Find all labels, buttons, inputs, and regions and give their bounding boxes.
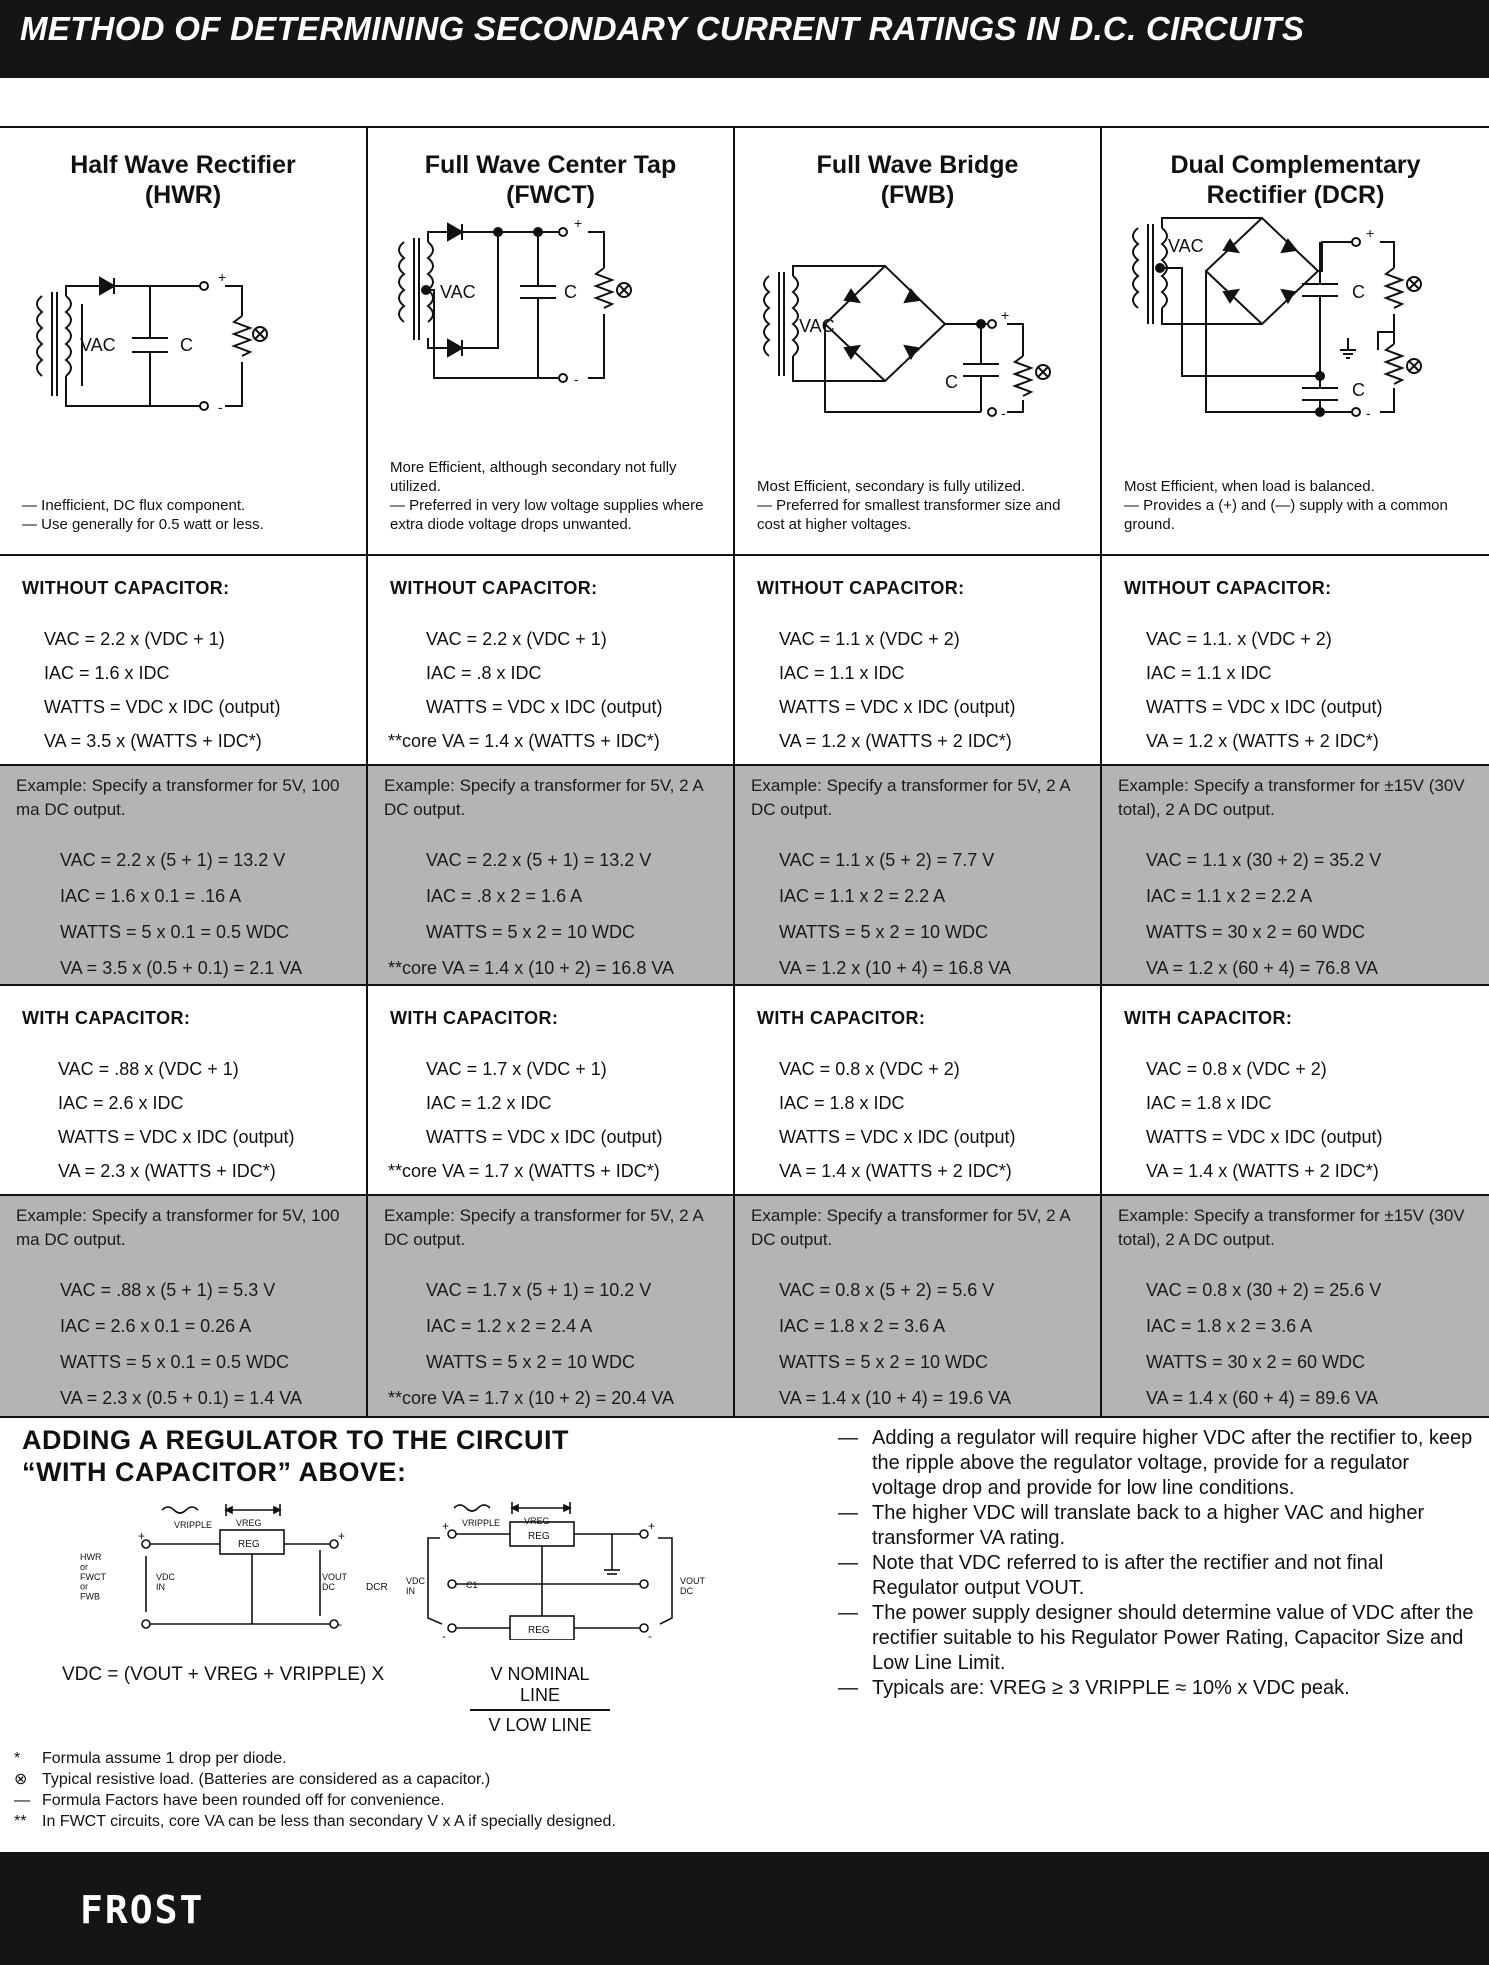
example-lines — [36, 842, 302, 984]
example-description: Example: Specify a transformer for ±15V (30V total), 2 A DC output. — [1118, 776, 1465, 819]
fwb-without-cell — [735, 556, 1102, 764]
svg-text:-: - — [218, 399, 223, 415]
example-line: VAC = 2.2 x (5 + 1) = 13.2 V — [60, 850, 286, 870]
hwr-without-cell — [0, 556, 368, 764]
example-lines — [1146, 1272, 1381, 1416]
regulator-notes — [838, 1426, 1474, 1701]
svg-text:C: C — [564, 282, 577, 302]
column-fwb-header — [735, 128, 1102, 554]
formula: WATTS = VDC x IDC (output) — [1146, 1127, 1383, 1147]
example-line: IAC = 1.8 x 2 = 3.6 A — [779, 1316, 946, 1336]
fwct-circuit-diagram — [388, 198, 718, 428]
column-title: Half Wave Rectifier (HWR) — [70, 151, 296, 209]
regulator-note: — The power supply designer should determine value of VDC after the rectifier suitable to his Regulator Power Rating, Capacitor Size and Low Line Limit. — [838, 1602, 1474, 1674]
formula-list — [779, 1052, 1016, 1188]
formula: VA = 1.4 x (WATTS + 2 IDC*) — [779, 1161, 1012, 1181]
footnotes — [14, 1748, 616, 1832]
note-line: — Preferred in very low voltage supplies where extra diode voltage drops unwanted. — [390, 497, 704, 533]
svg-text:HWRorFWCTorFWB: HWR or FWCT or FWB — [80, 1552, 106, 1602]
regulator-note: — Typicals are: VREG ≥ 3 VRIPPLE ≈ 10% x VDC peak. — [838, 1677, 1350, 1699]
svg-text:C: C — [180, 335, 193, 355]
formula-list — [1146, 1052, 1383, 1188]
example-line: VAC = 1.7 x (5 + 1) = 10.2 V — [426, 1280, 652, 1300]
column-notes — [390, 458, 715, 534]
formula: WATTS = VDC x IDC (output) — [779, 697, 1016, 717]
fwb-without-example — [735, 766, 1102, 984]
formula: WATTS = VDC x IDC (output) — [426, 697, 663, 717]
regulator-note: — Adding a regulator will require higher VDC after the rectifier to, keep the ripple above the regulator voltage, provide for a regulator voltage drop and provide for low line conditions. — [838, 1427, 1473, 1499]
example-lines — [388, 842, 674, 984]
svg-text:+: + — [574, 215, 583, 231]
regulator-title: ADDING A REGULATOR TO THE CIRCUIT “WITH CAPACITOR” ABOVE: — [22, 1425, 569, 1487]
formula: **core VA = 1.4 x (WATTS + IDC*) — [388, 731, 660, 751]
formula: WATTS = VDC x IDC (output) — [779, 1127, 1016, 1147]
svg-text:DCR: DCR — [366, 1582, 388, 1593]
formula-list — [58, 1052, 295, 1188]
frost-logo: FROST — [80, 1888, 205, 1932]
svg-text:C: C — [1352, 380, 1365, 400]
example-line: WATTS = 30 x 2 = 60 WDC — [1146, 922, 1366, 942]
example-line: VA = 1.2 x (60 + 4) = 76.8 VA — [1146, 958, 1378, 978]
formula: VAC = 1.1. x (VDC + 2) — [1146, 629, 1332, 649]
column-notes — [22, 496, 348, 534]
example-lines — [779, 842, 1011, 984]
example-line: VAC = 0.8 x (5 + 2) = 5.6 V — [779, 1280, 995, 1300]
example-line: **core VA = 1.4 x (10 + 2) = 16.8 VA — [388, 958, 675, 978]
svg-text:-: - — [338, 1617, 342, 1631]
formula: IAC = 1.6 x IDC — [44, 663, 170, 683]
fwct-without-cell — [368, 556, 735, 764]
column-title: Full Wave Center Tap (FWCT) — [424, 151, 677, 209]
svg-text:+: + — [1366, 225, 1375, 241]
example-line: WATTS = 5 x 2 = 10 WDC — [426, 922, 636, 942]
footnote: ⊗ Typical resistive load. (Batteries are considered as a capacitor.) — [14, 1771, 491, 1788]
note-line: More Efficient, although secondary not fully utilized. — [390, 459, 677, 495]
example-line: VA = 2.3 x (0.5 + 0.1) = 1.4 VA — [60, 1388, 302, 1408]
regulator-formula: VDC = (VOUT + VREG + VRIPPLE) X — [62, 1664, 385, 1685]
example-line: VA = 1.4 x (10 + 4) = 19.6 VA — [779, 1388, 1011, 1408]
fwb-with-example — [735, 1196, 1102, 1416]
example-lines — [388, 1272, 674, 1416]
formula: IAC = 1.8 x IDC — [779, 1093, 905, 1113]
svg-text:+: + — [648, 1519, 656, 1533]
example-line: IAC = 1.6 x 0.1 = .16 A — [60, 886, 242, 906]
example-line: VAC = .88 x (5 + 1) = 5.3 V — [60, 1280, 276, 1300]
example-line: VAC = 1.1 x (30 + 2) = 35.2 V — [1146, 850, 1382, 870]
formula: WATTS = VDC x IDC (output) — [58, 1127, 295, 1147]
column-hwr-header — [0, 128, 368, 554]
svg-text:+: + — [138, 1529, 146, 1543]
note-line: Most Efficient, when load is balanced. — [1124, 478, 1375, 495]
example-line: IAC = .8 x 2 = 1.6 A — [426, 886, 583, 906]
example-line: VAC = 0.8 x (30 + 2) = 25.6 V — [1146, 1280, 1382, 1300]
note-line: — Use generally for 0.5 watt or less. — [22, 516, 264, 533]
formula: VA = 3.5 x (WATTS + IDC*) — [44, 731, 262, 751]
formula-list — [388, 622, 663, 758]
svg-text:VOUTDC: VOUT DC — [680, 1576, 706, 1596]
example-line: VAC = 1.1 x (5 + 2) = 7.7 V — [779, 850, 995, 870]
formula: VAC = 2.2 x (VDC + 1) — [44, 629, 225, 649]
formula-list — [44, 622, 281, 758]
fwct-without-example — [368, 766, 735, 984]
example-line: WATTS = 5 x 0.1 = 0.5 WDC — [60, 922, 290, 942]
section-heading: WITH CAPACITOR: — [390, 1008, 559, 1028]
formula: VA = 1.2 x (WATTS + 2 IDC*) — [1146, 731, 1379, 751]
example-description: Example: Specify a transformer for 5V, 100 ma DC output. — [16, 776, 340, 819]
svg-text:+: + — [442, 1519, 450, 1533]
fraction-denominator: V LOW LINE — [488, 1715, 592, 1735]
svg-text:+: + — [338, 1529, 346, 1543]
formula: WATTS = VDC x IDC (output) — [426, 1127, 663, 1147]
example-line: VAC = 2.2 x (5 + 1) = 13.2 V — [426, 850, 652, 870]
dcr-without-cell — [1102, 556, 1489, 764]
svg-text:VREG: VREG — [524, 1516, 550, 1526]
formula: WATTS = VDC x IDC (output) — [1146, 697, 1383, 717]
svg-text:REG: REG — [528, 1625, 550, 1636]
svg-text:+: + — [218, 269, 227, 285]
formula-list — [779, 622, 1016, 758]
section-heading: WITHOUT CAPACITOR: — [757, 578, 965, 598]
section-heading: WITHOUT CAPACITOR: — [1124, 578, 1332, 598]
section-heading: WITH CAPACITOR: — [22, 1008, 191, 1028]
example-line: WATTS = 5 x 2 = 10 WDC — [779, 922, 989, 942]
formula: VAC = 1.7 x (VDC + 1) — [426, 1059, 607, 1079]
hwr-without-example — [0, 766, 368, 984]
example-description: Example: Specify a transformer for 5V, 100 ma DC output. — [16, 1206, 340, 1249]
hwr-with-cell — [0, 986, 368, 1194]
example-line: IAC = 1.8 x 2 = 3.6 A — [1146, 1316, 1313, 1336]
example-line: VA = 3.5 x (0.5 + 0.1) = 2.1 VA — [60, 958, 302, 978]
formula: IAC = 1.1 x IDC — [1146, 663, 1272, 683]
formula: VAC = .88 x (VDC + 1) — [58, 1059, 239, 1079]
hwr-with-example — [0, 1196, 368, 1416]
svg-text:-: - — [574, 371, 579, 387]
section-heading: WITH CAPACITOR: — [757, 1008, 926, 1028]
note-line: — Provides a (+) and (—) supply with a common ground. — [1124, 497, 1448, 533]
note-line: — Preferred for smallest transformer size and cost at higher voltages. — [757, 497, 1061, 533]
page-title: METHOD OF DETERMINING SECONDARY CURRENT RATINGS IN D.C. CIRCUITS — [20, 10, 1305, 47]
with-capacitor-example-row — [0, 1196, 1489, 1416]
example-line: WATTS = 30 x 2 = 60 WDC — [1146, 1352, 1366, 1372]
formula-list — [388, 1052, 663, 1188]
svg-text:-: - — [648, 1629, 652, 1640]
svg-text:REG: REG — [238, 1539, 260, 1550]
dcr-circuit-diagram — [1122, 198, 1472, 428]
example-line: **core VA = 1.7 x (10 + 2) = 20.4 VA — [388, 1388, 675, 1408]
column-dcr-header — [1102, 128, 1489, 554]
column-fwct-header — [368, 128, 735, 554]
svg-text:+: + — [1001, 307, 1010, 323]
formula: VAC = 2.2 x (VDC + 1) — [426, 629, 607, 649]
svg-text:VRIPPLE: VRIPPLE — [462, 1518, 501, 1528]
dcr-with-cell — [1102, 986, 1489, 1194]
example-line: IAC = 1.1 x 2 = 2.2 A — [1146, 886, 1313, 906]
footnote: * Formula assume 1 drop per diode. — [14, 1750, 287, 1767]
ratings-table — [0, 126, 1489, 1418]
example-lines — [779, 1272, 1011, 1416]
fwct-with-cell — [368, 986, 735, 1194]
dcr-without-example — [1102, 766, 1489, 984]
with-capacitor-row — [0, 986, 1489, 1196]
example-line: WATTS = 5 x 0.1 = 0.5 WDC — [60, 1352, 290, 1372]
fwb-circuit-diagram — [755, 216, 1085, 446]
formula: WATTS = VDC x IDC (output) — [44, 697, 281, 717]
formula: VA = 2.3 x (WATTS + IDC*) — [58, 1161, 276, 1181]
formula: IAC = 1.1 x IDC — [779, 663, 905, 683]
formula: VAC = 1.1 x (VDC + 2) — [779, 629, 960, 649]
footnote: — Formula Factors have been rounded off for convenience. — [14, 1792, 445, 1809]
formula: IAC = 1.8 x IDC — [1146, 1093, 1272, 1113]
column-notes — [1124, 477, 1471, 534]
example-description: Example: Specify a transformer for 5V, 2 A DC output. — [751, 1206, 1070, 1249]
footer-bar — [0, 1852, 1489, 1965]
example-lines — [1146, 842, 1381, 984]
regulator-note: — The higher VDC will translate back to a higher VAC and higher transformer VA rating. — [838, 1502, 1425, 1549]
formula-list — [1146, 622, 1383, 758]
svg-text:VAC: VAC — [1168, 236, 1204, 256]
svg-text:C1: C1 — [466, 1580, 478, 1590]
example-line: VA = 1.4 x (60 + 4) = 89.6 VA — [1146, 1388, 1378, 1408]
hwr-circuit-diagram — [20, 226, 350, 456]
example-description: Example: Specify a transformer for 5V, 2 A DC output. — [384, 776, 703, 819]
formula: IAC = 1.2 x IDC — [426, 1093, 552, 1113]
formula: VAC = 0.8 x (VDC + 2) — [1146, 1059, 1327, 1079]
fraction-numerator: V NOMINAL LINE — [470, 1664, 610, 1711]
example-line: WATTS = 5 x 2 = 10 WDC — [426, 1352, 636, 1372]
column-title: Dual Complementary Rectifier (DCR) — [1170, 151, 1421, 209]
footnote: ** In FWCT circuits, core VA can be less than secondary V x A if specially designed. — [14, 1813, 616, 1830]
svg-text:C: C — [1352, 282, 1365, 302]
column-notes — [757, 477, 1082, 534]
svg-text:VDCIN: VDC IN — [406, 1576, 426, 1596]
svg-text:VAC: VAC — [440, 282, 476, 302]
formula: VA = 1.2 x (WATTS + 2 IDC*) — [779, 731, 1012, 751]
svg-text:VAC: VAC — [80, 335, 116, 355]
example-description: Example: Specify a transformer for ±15V (30V total), 2 A DC output. — [1118, 1206, 1465, 1249]
regulator-note: — Note that VDC referred to is after the rectifier and not final Regulator output VOUT. — [838, 1552, 1384, 1599]
fwb-with-cell — [735, 986, 1102, 1194]
section-heading: WITHOUT CAPACITOR: — [22, 578, 230, 598]
fwct-with-example — [368, 1196, 735, 1416]
svg-text:VREG: VREG — [236, 1518, 262, 1528]
formula: IAC = 2.6 x IDC — [58, 1093, 184, 1113]
without-capacitor-example-row — [0, 766, 1489, 986]
dcr-with-example — [1102, 1196, 1489, 1416]
example-line: WATTS = 5 x 2 = 10 WDC — [779, 1352, 989, 1372]
without-capacitor-row — [0, 556, 1489, 766]
header-bar — [0, 0, 1489, 78]
column-title: Full Wave Bridge (FWB) — [816, 151, 1019, 209]
svg-text:C: C — [945, 372, 958, 392]
line-ratio-fraction — [470, 1664, 610, 1736]
svg-text:VAC: VAC — [799, 316, 835, 336]
formula: VAC = 0.8 x (VDC + 2) — [779, 1059, 960, 1079]
example-line: IAC = 1.2 x 2 = 2.4 A — [426, 1316, 593, 1336]
svg-text:-: - — [442, 1629, 446, 1640]
svg-text:-: - — [1366, 405, 1371, 421]
formula: VA = 1.4 x (WATTS + 2 IDC*) — [1146, 1161, 1379, 1181]
example-description: Example: Specify a transformer for 5V, 2 A DC output. — [384, 1206, 703, 1249]
note-line: — Inefficient, DC flux component. — [22, 497, 246, 514]
section-heading: WITH CAPACITOR: — [1124, 1008, 1293, 1028]
example-line: IAC = 2.6 x 0.1 = 0.26 A — [60, 1316, 252, 1336]
svg-text:VRIPPLE: VRIPPLE — [174, 1520, 213, 1530]
circuit-row — [0, 128, 1489, 556]
svg-text:VDCIN: VDC IN — [156, 1572, 176, 1592]
svg-text:VOUTDC: VOUT DC — [322, 1572, 348, 1592]
section-heading: WITHOUT CAPACITOR: — [390, 578, 598, 598]
example-line: IAC = 1.1 x 2 = 2.2 A — [779, 886, 946, 906]
formula: IAC = .8 x IDC — [426, 663, 542, 683]
note-line: Most Efficient, secondary is fully utilized. — [757, 478, 1026, 495]
svg-text:REG: REG — [528, 1531, 550, 1542]
example-description: Example: Specify a transformer for 5V, 2 A DC output. — [751, 776, 1070, 819]
svg-text:-: - — [1001, 405, 1006, 421]
example-lines — [36, 1272, 302, 1416]
example-line: VA = 1.2 x (10 + 4) = 16.8 VA — [779, 958, 1011, 978]
formula: **core VA = 1.7 x (WATTS + IDC*) — [388, 1161, 660, 1181]
regulator-diagram — [80, 1500, 800, 1640]
